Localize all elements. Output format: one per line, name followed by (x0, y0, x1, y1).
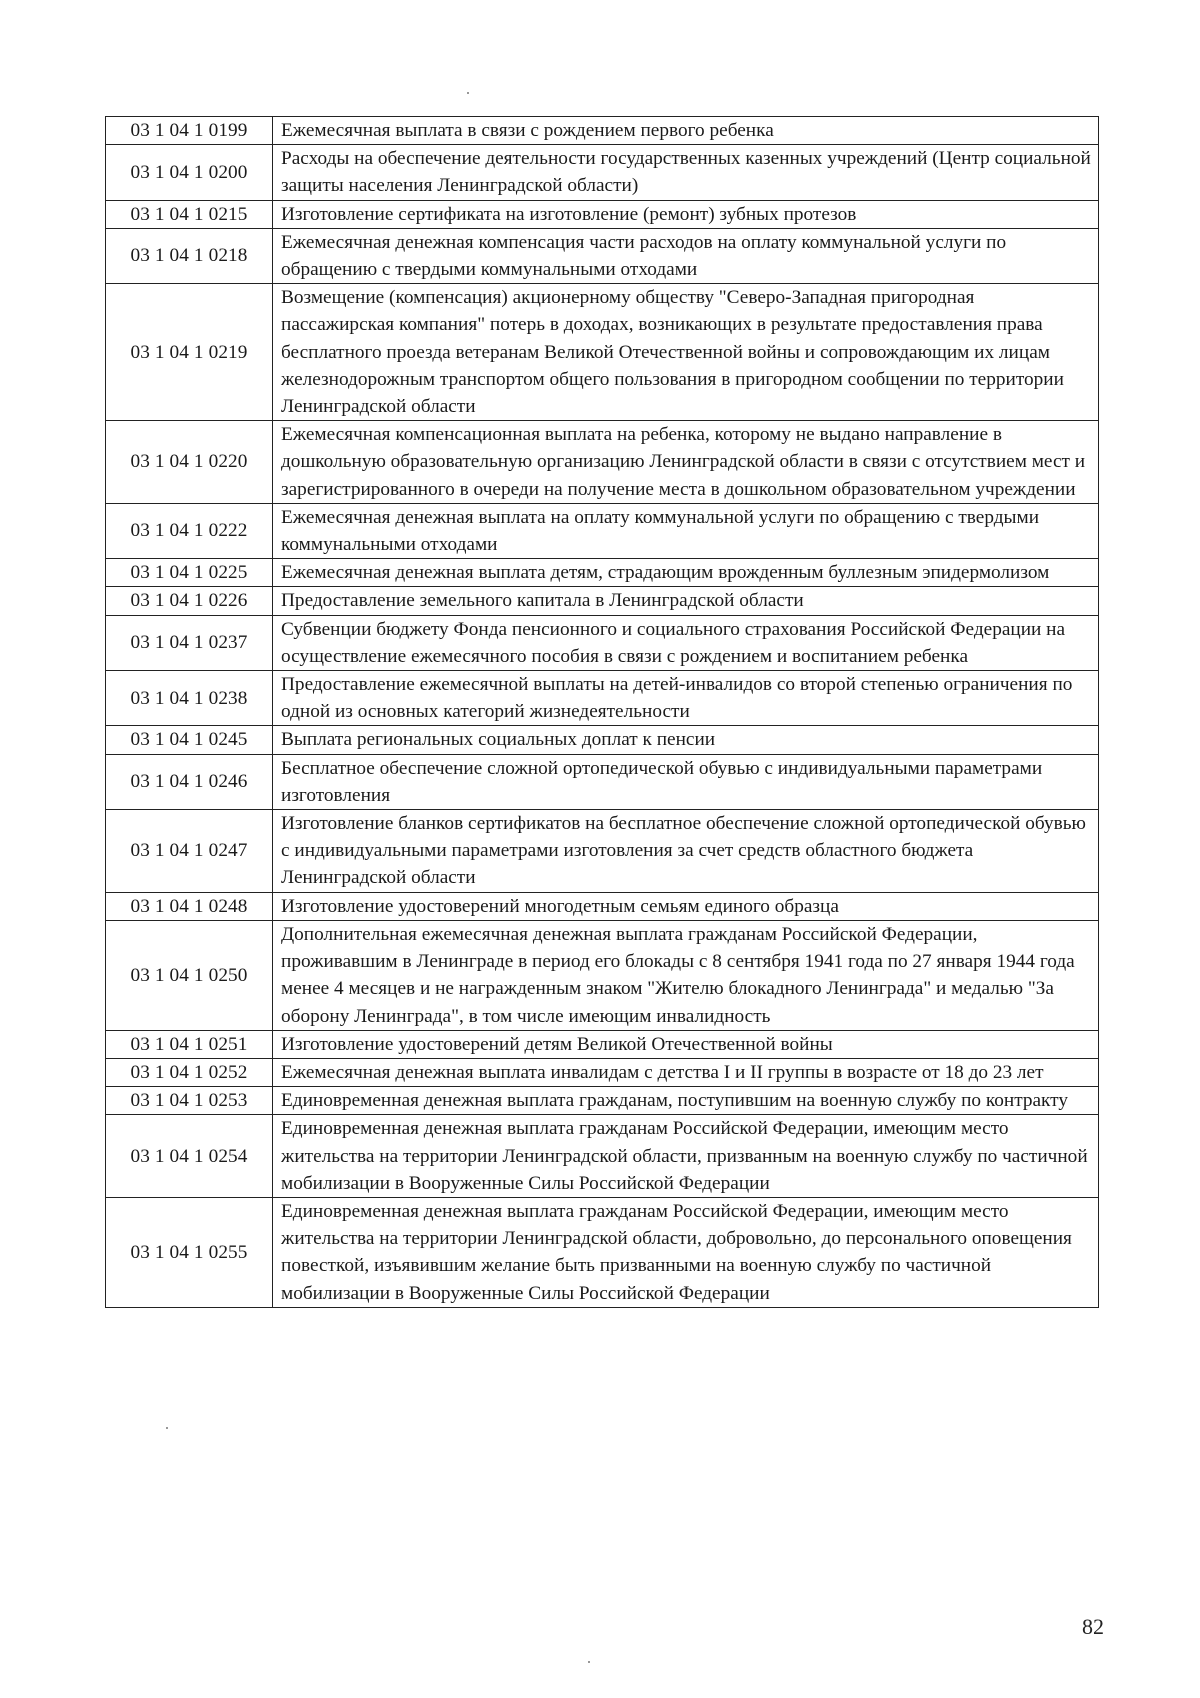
table-row (106, 284, 1099, 421)
row-description: Единовременная денежная выплата гражданам Российской Федерации, имеющим место жительства на территории Ленинградской области, призванным на военную службу по частичной мобилизации в Вооруженные Силы Российской Федерации (273, 1115, 1099, 1198)
table-row (106, 671, 1099, 726)
table-row (106, 1087, 1099, 1115)
row-code: 03 1 04 1 0238 (106, 671, 273, 726)
row-code: 03 1 04 1 0245 (106, 726, 273, 754)
table-row (106, 1030, 1099, 1058)
row-code: 03 1 04 1 0219 (106, 284, 273, 421)
table-row (106, 117, 1099, 145)
table-row (106, 615, 1099, 670)
table-row (106, 559, 1099, 587)
row-code: 03 1 04 1 0246 (106, 754, 273, 809)
row-description: Единовременная денежная выплата гражданам Российской Федерации, имеющим место жительства на территории Ленинградской области, добровольно, до персонального оповещения повесткой, изъявившим желание быть призванными на военную службу по частичной мобилизации в Вооруженные Силы Российской Федерации (273, 1197, 1099, 1307)
table-body (106, 117, 1099, 1308)
table-row (106, 145, 1099, 200)
row-description: Изготовление сертификата на изготовление (ремонт) зубных протезов (273, 200, 1099, 228)
row-code: 03 1 04 1 0247 (106, 810, 273, 893)
table-row (106, 1115, 1099, 1198)
row-description: Ежемесячная денежная компенсация части расходов на оплату коммунальной услуги по обращению с твердыми коммунальными отходами (273, 228, 1099, 283)
row-code: 03 1 04 1 0255 (106, 1197, 273, 1307)
scan-speck (588, 1661, 590, 1663)
table-row (106, 754, 1099, 809)
table-row (106, 587, 1099, 615)
page-number: 82 (1082, 1614, 1104, 1639)
table-row (106, 726, 1099, 754)
row-code: 03 1 04 1 0251 (106, 1030, 273, 1058)
row-description: Субвенции бюджету Фонда пенсионного и социального страхования Российской Федерации на осуществление ежемесячного пособия в связи с рождением и воспитанием ребенка (273, 615, 1099, 670)
row-code: 03 1 04 1 0237 (106, 615, 273, 670)
row-code: 03 1 04 1 0200 (106, 145, 273, 200)
row-description: Единовременная денежная выплата гражданам, поступившим на военную службу по контракту (273, 1087, 1099, 1115)
row-description: Ежемесячная денежная выплата инвалидам с детства I и II группы в возрасте от 18 до 23 лет (273, 1058, 1099, 1086)
table-row (106, 1197, 1099, 1307)
budget-classification-table (105, 116, 1099, 1308)
row-code: 03 1 04 1 0250 (106, 920, 273, 1030)
table-row (106, 200, 1099, 228)
row-description: Ежемесячная выплата в связи с рождением первого ребенка (273, 117, 1099, 145)
table-row (106, 503, 1099, 558)
row-description: Предоставление ежемесячной выплаты на детей-инвалидов со второй степенью ограничения по одной из основных категорий жизнедеятельности (273, 671, 1099, 726)
table-row (106, 892, 1099, 920)
row-description: Ежемесячная денежная выплата детям, страдающим врожденным буллезным эпидермолизом (273, 559, 1099, 587)
row-code: 03 1 04 1 0226 (106, 587, 273, 615)
row-description: Ежемесячная денежная выплата на оплату коммунальной услуги по обращению с твердыми коммунальными отходами (273, 503, 1099, 558)
table-row (106, 920, 1099, 1030)
row-code: 03 1 04 1 0253 (106, 1087, 273, 1115)
row-code: 03 1 04 1 0222 (106, 503, 273, 558)
row-description: Возмещение (компенсация) акционерному обществу "Северо-Западная пригородная пассажирская компания" потерь в доходах, возникающих в результате предоставления права бесплатного проезда ветеранам Великой Отечественной войны и сопровождающим их лицам железнодорожным транспортом общего пользования в пригородном сообщении по территории Ленинградской области (273, 284, 1099, 421)
row-code: 03 1 04 1 0248 (106, 892, 273, 920)
row-description: Расходы на обеспечение деятельности государственных казенных учреждений (Центр социальной защиты населения Ленинградской области) (273, 145, 1099, 200)
row-code: 03 1 04 1 0254 (106, 1115, 273, 1198)
table-row (106, 228, 1099, 283)
row-code: 03 1 04 1 0199 (106, 117, 273, 145)
row-description: Выплата региональных социальных доплат к пенсии (273, 726, 1099, 754)
row-code: 03 1 04 1 0220 (106, 421, 273, 504)
table-row (106, 1058, 1099, 1086)
row-description: Предоставление земельного капитала в Ленинградской области (273, 587, 1099, 615)
row-description: Дополнительная ежемесячная денежная выплата гражданам Российской Федерации, проживавшим в Ленинграде в период его блокады с 8 сентября 1941 года по 27 января 1944 года менее 4 месяцев и не награжденным знаком "Жителю блокадного Ленинграда" и медалью "За оборону Ленинграда", в том числе имеющим инвалидность (273, 920, 1099, 1030)
row-description: Изготовление бланков сертификатов на бесплатное обеспечение сложной ортопедической обувью с индивидуальными параметрами изготовления за счет средств областного бюджета Ленинградской области (273, 810, 1099, 893)
row-code: 03 1 04 1 0215 (106, 200, 273, 228)
scan-speck (166, 1427, 168, 1429)
row-description: Бесплатное обеспечение сложной ортопедической обувью с индивидуальными параметрами изготовления (273, 754, 1099, 809)
table-row (106, 810, 1099, 893)
scan-speck (467, 92, 469, 94)
row-description: Ежемесячная компенсационная выплата на ребенка, которому не выдано направление в дошкольную образовательную организацию Ленинградской области в связи с отсутствием мест и зарегистрированного в очереди на получение места в дошкольном образовательном учреждении (273, 421, 1099, 504)
row-description: Изготовление удостоверений многодетным семьям единого образца (273, 892, 1099, 920)
row-code: 03 1 04 1 0225 (106, 559, 273, 587)
row-code: 03 1 04 1 0252 (106, 1058, 273, 1086)
row-code: 03 1 04 1 0218 (106, 228, 273, 283)
row-description: Изготовление удостоверений детям Великой Отечественной войны (273, 1030, 1099, 1058)
table-row (106, 421, 1099, 504)
